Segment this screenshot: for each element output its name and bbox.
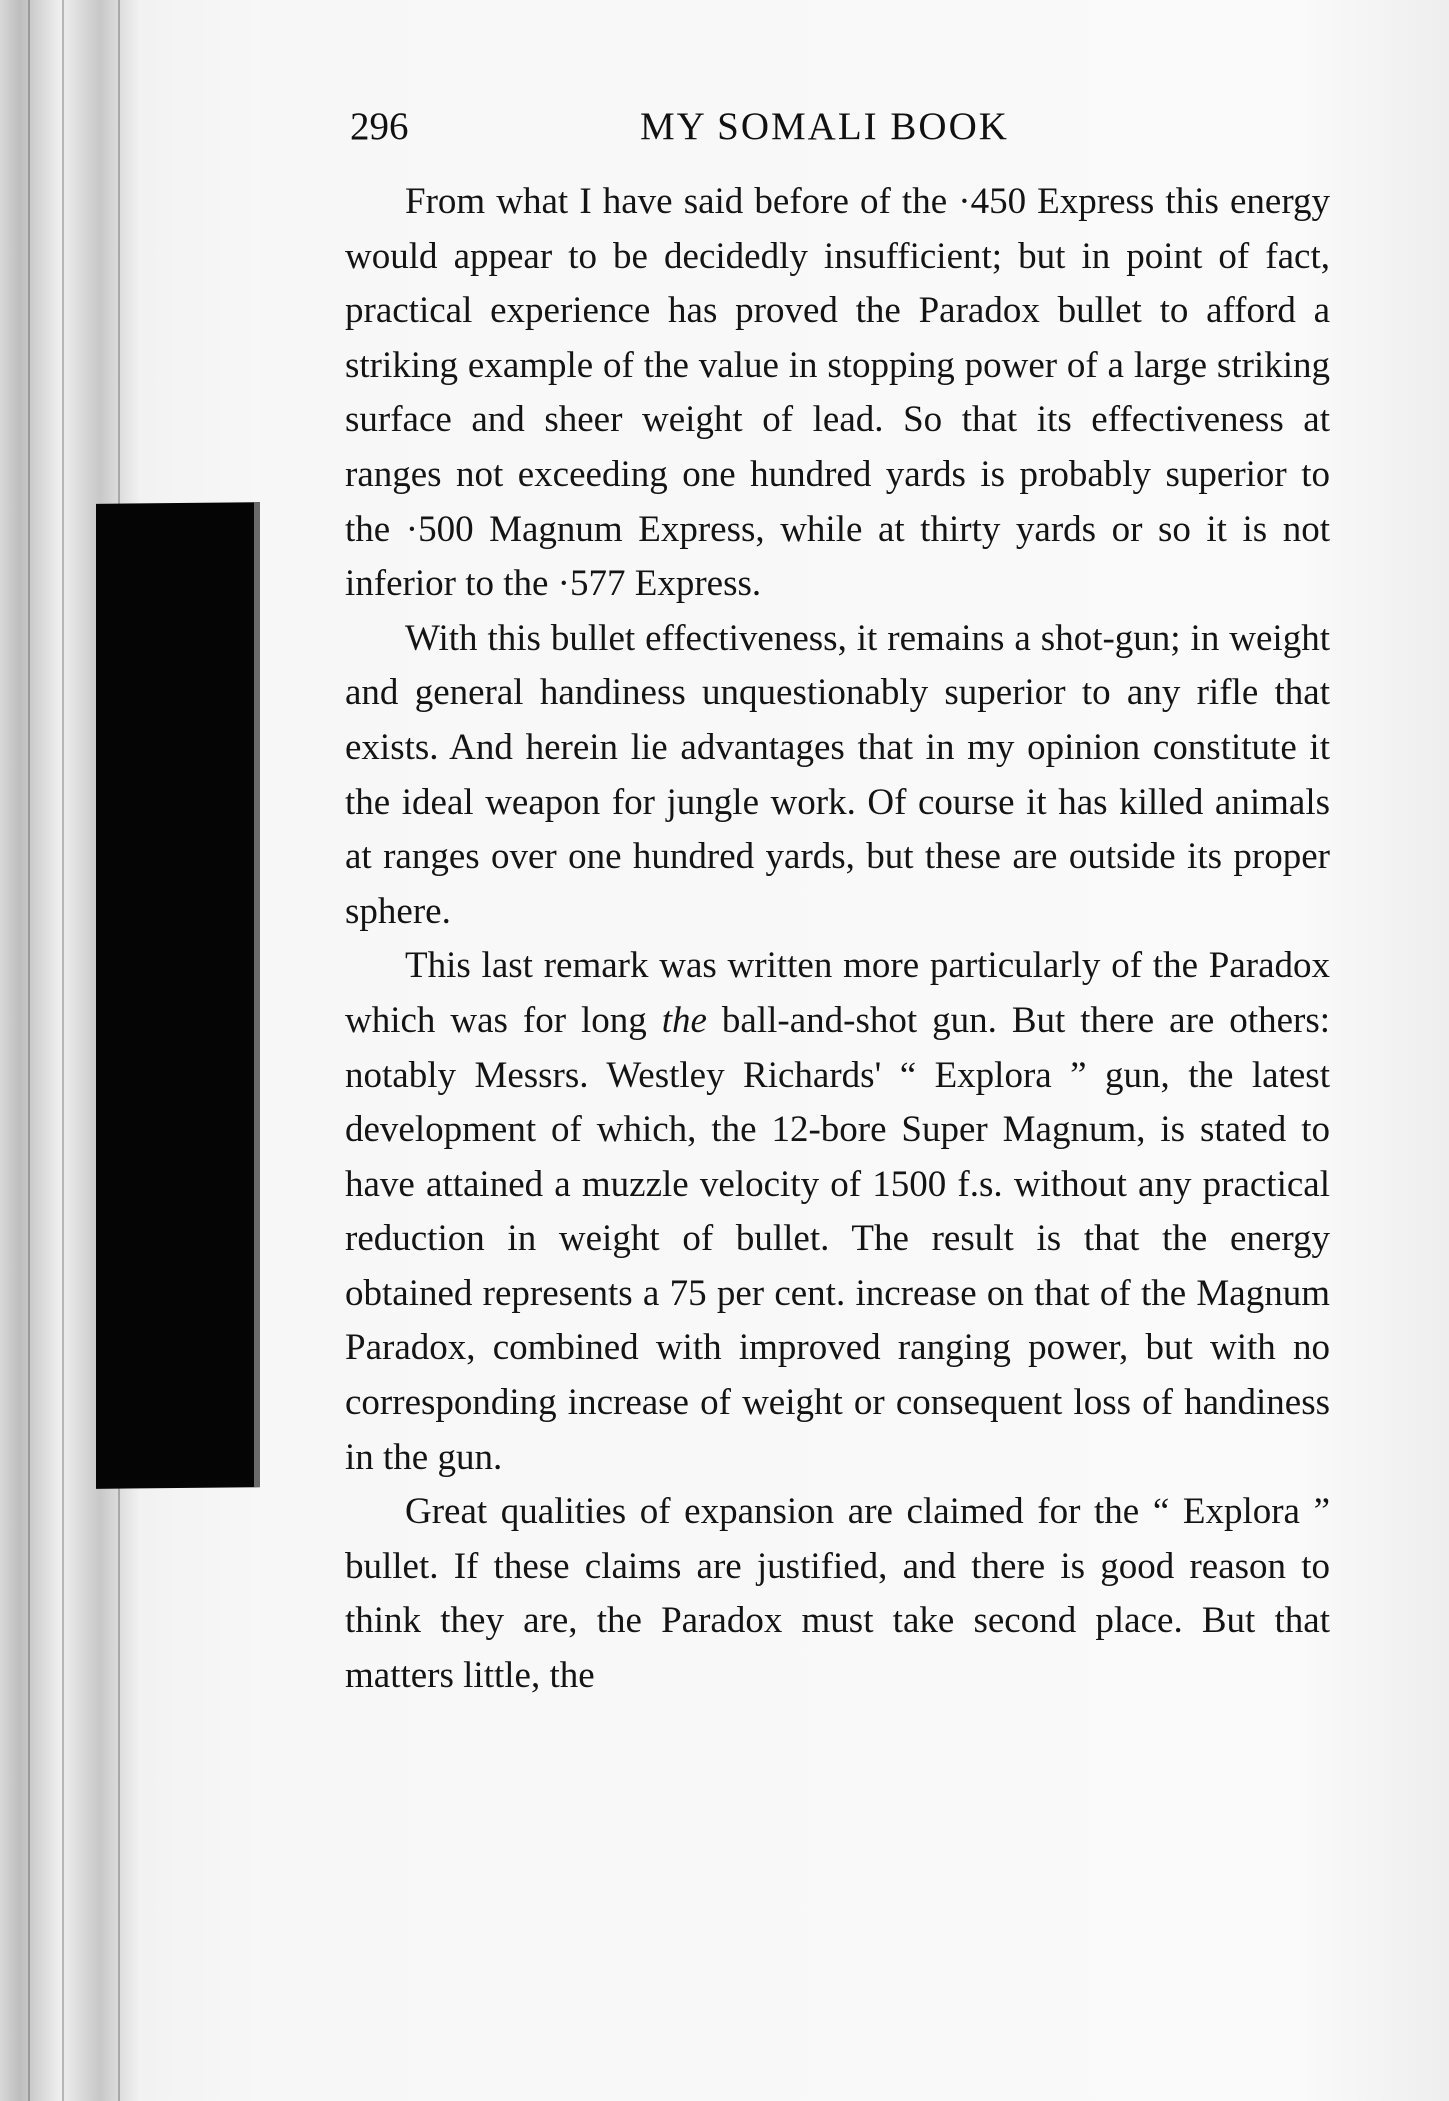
- paragraph: From what I have said before of the ·450 Express this energy would appear to be decidedly insufficient; but in point of fact, practical experience has proved the Paradox bullet to afford a striking example of the value in stopping power of a large striking surface and sheer weight of lead. So that its effectiveness at ranges not exceeding one hundred yards is probably superior to the ·500 Magnum Express, while at thirty yards or so it is not inferior to the ·577 Express.: [345, 181, 1330, 605]
- page-header: [350, 100, 1340, 160]
- page-number: 296: [350, 105, 409, 148]
- paragraph: Great qualities of expansion are claimed for the “ Explora ” bullet. If these claims are justified, and there is good reason to think they are, the Paradox must take second place. But that matters little, the: [345, 1491, 1330, 1697]
- paragraph: [345, 939, 1330, 1485]
- body-text: [345, 175, 1330, 1704]
- running-title: MY SOMALI BOOK: [640, 105, 1009, 148]
- bookmark-strip: [96, 502, 260, 1489]
- paragraph-text: ball-and-shot gun. But there are others: notably Messrs. Westley Richards' “ Explora ” gun, the latest development of which, the 12-bore Super Magnum, is stated to have attained a muzzle velocity of 1500 f.s. without any practical reduction in weight of bullet. The result is that the energy obtained represents a 75 per cent. increase on that of the Magnum Paradox, combined with improved ranging power, but with no corresponding increase of weight or consequent loss of handiness in the gun.: [345, 999, 1330, 1478]
- italic-word: the: [661, 999, 707, 1041]
- page-edge-line: [28, 0, 30, 2101]
- paragraph: With this bullet effectiveness, it remains a shot-gun; in weight and general handiness unquestionably superior to any rifle that exists. And herein lie advantages that in my opinion constitute it the ideal weapon for jungle work. Of course it has killed animals at ranges over one hundred yards, but these are outside its proper sphere.: [345, 617, 1330, 932]
- paragraph-text: This last remark was written more particularly of the Paradox which was for long: [345, 945, 1330, 1041]
- page-edge-line: [62, 0, 64, 2101]
